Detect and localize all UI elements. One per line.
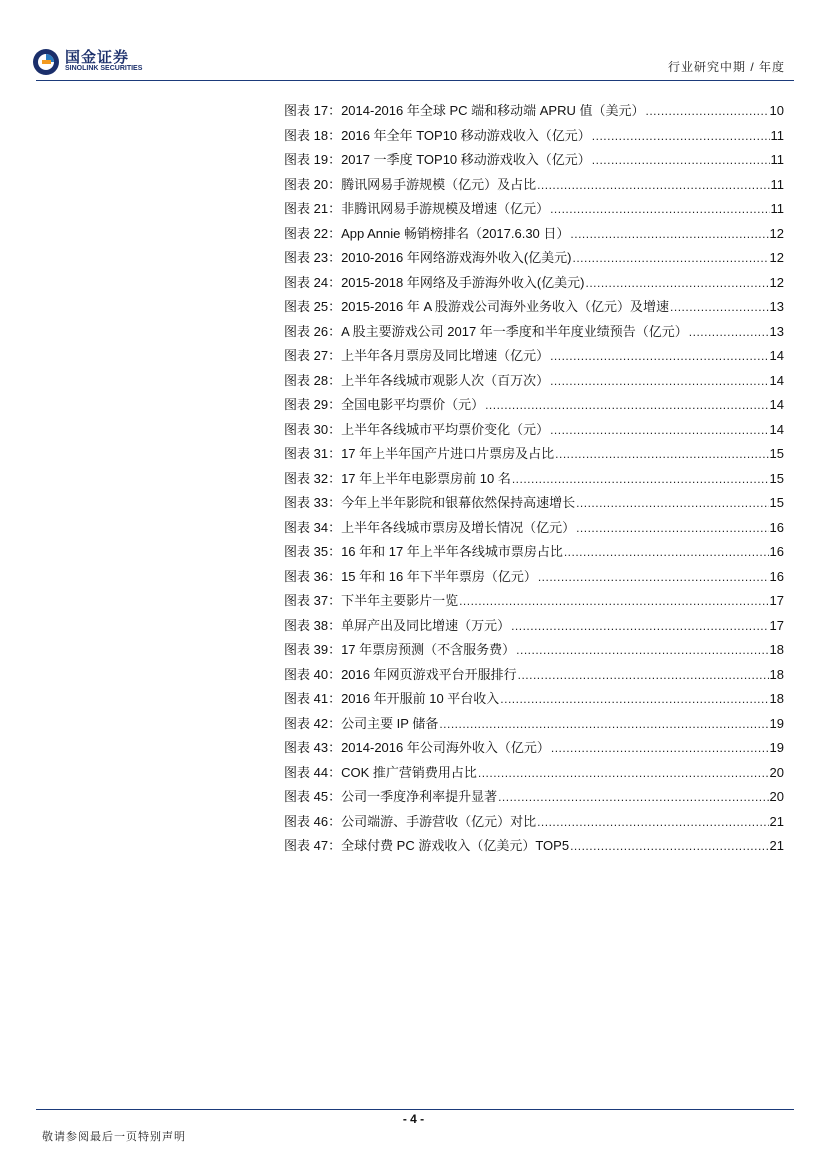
toc-entry[interactable] [284,124,784,149]
toc-entry[interactable] [284,736,784,761]
toc-entry[interactable] [284,712,784,737]
toc-leader-dots [551,736,769,761]
toc-leader-dots [537,810,768,835]
toc-entry-label: 图表 44：COK 推广营销费用占比 [284,764,477,780]
toc-entry-label: 图表 36：15 年和 16 年下半年票房（亿元） [284,568,537,584]
toc-entry[interactable] [284,295,784,320]
toc-leader-dots [459,589,768,614]
toc-entry-label: 图表 42：公司主要 IP 储备 [284,715,439,731]
toc-entry-page: 20 [769,789,784,804]
toc-entry[interactable] [284,540,784,565]
toc-entry[interactable] [284,442,784,467]
company-logo [32,46,162,78]
toc-leader-dots [550,197,769,222]
toc-leader-dots [511,614,768,639]
toc-leader-dots [645,99,768,124]
toc-entry-page: 10 [769,103,784,118]
toc-leader-dots [550,344,768,369]
toc-entry-page: 11 [770,127,784,143]
toc-entry-label: 图表 47：全球付费 PC 游戏收入（亿美元）TOP5 [284,838,570,853]
toc-entry[interactable] [284,99,784,124]
report-type: 行业研究中期 / 年度 [667,60,785,74]
toc-entry-label: 图表 43：2014-2016 年公司海外收入（亿元） [284,740,550,755]
toc-entry-page: 18 [769,642,784,657]
toc-entry-label: 图表 27：上半年各月票房及同比增速（亿元） [284,348,550,363]
toc-entry-label: 图表 34：上半年各线城市票房及增长情况（亿元） [284,519,576,535]
toc-entry-page: 16 [769,519,784,535]
toc-entry[interactable] [284,320,784,345]
toc-entry[interactable] [284,663,784,688]
toc-entry-page: 14 [769,348,784,363]
toc-entry-label: 图表 17：2014-2016 年全球 PC 端和移动端 APRU 值（美元） [284,103,645,118]
toc-leader-dots [670,295,769,320]
toc-entry[interactable] [284,369,784,394]
toc-entry-page: 15 [769,470,784,486]
toc-entry-label: 图表 41：2016 年开服前 10 平台收入 [284,691,500,706]
toc-entry-label: 图表 24：2015-2018 年网络及手游海外收入(亿美元) [284,274,585,290]
toc-entry-page: 15 [769,495,784,510]
toc-leader-dots [538,565,769,590]
toc-leader-dots [537,173,769,198]
toc-leader-dots [512,467,769,492]
toc-entry-page: 12 [769,225,784,241]
toc-entry[interactable] [284,614,784,639]
toc-entry-page: 15 [769,446,784,461]
toc-entry-label: 图表 26：A 股主要游戏公司 2017 年一季度和半年度业绩预告（亿元） [284,323,688,339]
toc-entry-page: 11 [770,152,784,167]
page-number: - 4 - [402,1112,425,1126]
toc-leader-dots [570,834,768,859]
toc-entry-label: 图表 37：下半年主要影片一览 [284,593,459,608]
toc-leader-dots [555,442,768,467]
disclaimer-text: 敬请参阅最后一页特别声明 [42,1131,186,1143]
toc-entry[interactable] [284,687,784,712]
toc-entry-label: 图表 22：App Annie 畅销榜排名（2017.6.30 日） [284,225,570,241]
toc-entry-label: 图表 31：17 年上半年国产片进口片票房及占比 [284,446,555,461]
toc-leader-dots [592,124,770,149]
toc-leader-dots [500,687,768,712]
toc-entry-label: 图表 33：今年上半年影院和银幕依然保持高速增长 [284,495,576,510]
toc-leader-dots [550,369,768,394]
toc-entry-label: 图表 28：上半年各线城市观影人次（百万次） [284,372,550,388]
toc-entry[interactable] [284,761,784,786]
toc-entry-page: 18 [769,666,784,682]
toc-entry-page: 18 [769,691,784,706]
toc-entry-label: 图表 21：非腾讯网易手游规模及增速（亿元） [284,201,550,216]
toc-entry[interactable] [284,589,784,614]
toc-entry-label: 图表 18：2016 年全年 TOP10 移动游戏收入（亿元） [284,127,591,143]
toc-entry-page: 14 [769,397,784,412]
toc-entry-label: 图表 20：腾讯网易手游规模（亿元）及占比 [284,176,537,192]
toc-leader-dots [485,393,768,418]
toc-entry-page: 13 [769,323,784,339]
toc-leader-dots [570,222,768,247]
toc-entry[interactable] [284,148,784,173]
toc-entry-page: 14 [769,372,784,388]
toc-entry-page: 16 [769,568,784,584]
toc-entry-page: 17 [769,593,784,608]
toc-entry[interactable] [284,173,784,198]
page-header [0,0,827,80]
toc-entry[interactable] [284,834,784,859]
toc-entry-page: 19 [769,715,784,731]
toc-entry-label: 图表 30：上半年各线城市平均票价变化（元） [284,421,550,437]
toc-entry[interactable] [284,344,784,369]
toc-leader-dots [576,491,768,516]
toc-leader-dots [592,148,770,173]
toc-entry[interactable] [284,467,784,492]
toc-leader-dots [689,320,769,345]
toc-entry-label: 图表 23：2010-2016 年网络游戏海外收入(亿美元) [284,250,572,265]
toc-leader-dots [564,540,769,565]
toc-leader-dots [439,712,768,737]
toc-leader-dots [573,246,769,271]
toc-entry[interactable] [284,565,784,590]
toc-entry-page: 12 [769,250,784,265]
footer-divider [36,1109,794,1110]
toc-entry[interactable] [284,393,784,418]
figure-list [284,99,784,859]
toc-entry-label: 图表 19：2017 一季度 TOP10 移动游戏收入（亿元） [284,152,591,167]
toc-entry[interactable] [284,638,784,663]
toc-entry-page: 20 [769,764,784,780]
toc-entry-label: 图表 35：16 年和 17 年上半年各线城市票房占比 [284,544,563,559]
toc-entry[interactable] [284,222,784,247]
toc-entry[interactable] [284,246,784,271]
toc-entry-page: 16 [769,544,784,559]
toc-leader-dots [518,663,769,688]
toc-leader-dots [498,785,768,810]
logo-text-cn: 国金证券 [65,49,130,66]
toc-entry-label: 图表 39：17 年票房预测（不含服务费） [284,642,516,657]
toc-leader-dots [478,761,769,786]
toc-entry-page: 11 [770,176,784,192]
toc-entry-page: 13 [769,299,784,314]
toc-leader-dots [586,271,769,296]
logo-text-en: SINOLINK SECURITIES [65,65,143,72]
toc-entry-label: 图表 38：单屏产出及同比增速（万元） [284,617,511,633]
toc-leader-dots [550,418,768,443]
toc-leader-dots [576,516,768,541]
toc-entry-page: 14 [769,421,784,437]
toc-entry-label: 图表 45：公司一季度净利率提升显著 [284,789,498,804]
toc-entry[interactable] [284,197,784,222]
toc-entry-page: 19 [769,740,784,755]
toc-entry[interactable] [284,785,784,810]
toc-entry-page: 21 [769,813,784,829]
toc-entry[interactable] [284,810,784,835]
toc-entry-label: 图表 46：公司端游、手游营收（亿元）对比 [284,813,537,829]
toc-entry-label: 图表 25：2015-2016 年 A 股游戏公司海外业务收入（亿元）及增速 [284,299,670,314]
toc-entry[interactable] [284,271,784,296]
toc-entry-label: 图表 32：17 年上半年电影票房前 10 名 [284,470,511,486]
toc-entry-page: 12 [769,274,784,290]
header-divider [36,80,794,81]
toc-entry-label: 图表 29：全国电影平均票价（元） [284,397,485,412]
toc-entry-page: 11 [770,201,784,216]
toc-entry[interactable] [284,491,784,516]
toc-entry[interactable] [284,418,784,443]
toc-leader-dots [516,638,768,663]
toc-entry[interactable] [284,516,784,541]
toc-entry-page: 21 [769,838,784,853]
sinolink-logo-icon [32,48,60,76]
toc-entry-label: 图表 40：2016 年网页游戏平台开服排行 [284,666,517,682]
toc-entry-page: 17 [769,617,784,633]
